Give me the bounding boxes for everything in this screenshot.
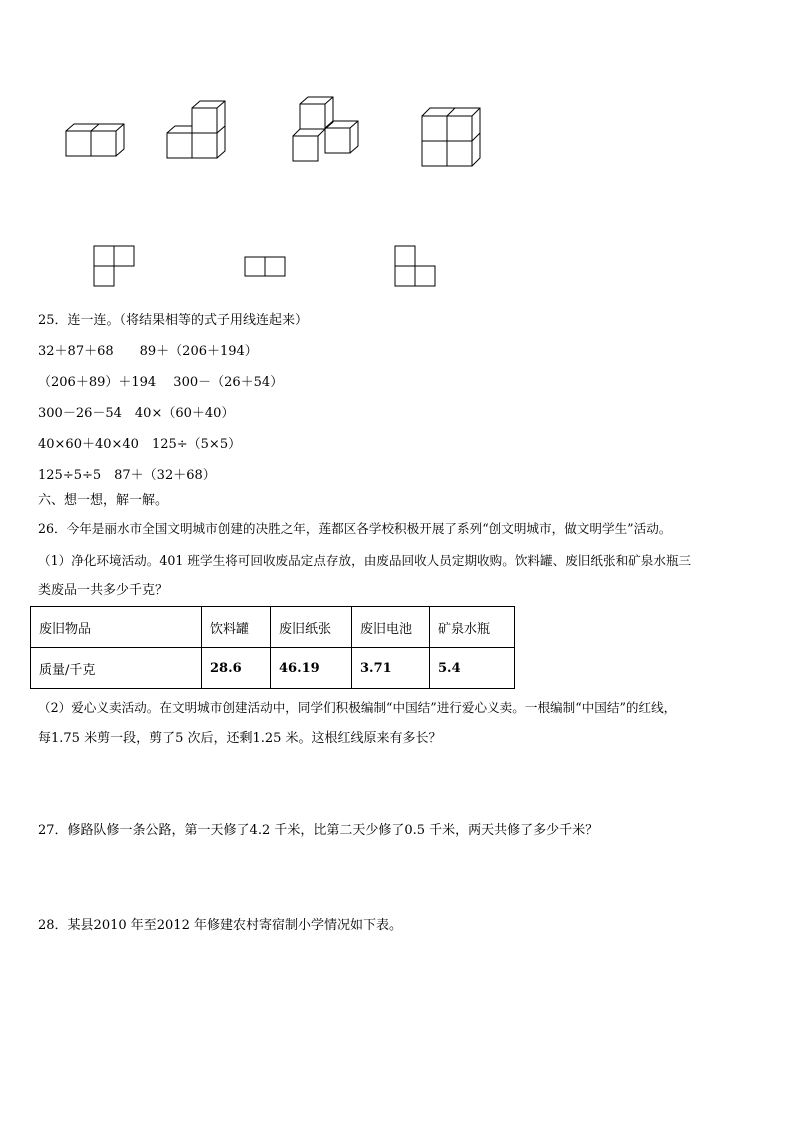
table-header-cell: 矿泉水瓶: [430, 607, 515, 648]
waste-table: [30, 606, 515, 689]
table-header-cell: 废旧纸张: [271, 607, 352, 648]
q27-text: 27．修路队修一条公路，第一天修了4.2 千米，比第二天少修了0.5 千米，两天共修了多少千米？: [38, 823, 599, 838]
table-row: [31, 648, 515, 689]
q26-part2-line2: 每1.75 米剪一段，剪了5 次后，还剩1.25 米。这根红线原来有多长？: [38, 731, 442, 746]
table-cell: 46.19: [271, 648, 352, 689]
q28-text: 28．某县2010 年至2012 年修建农村寄宿制小学情况如下表。: [38, 918, 402, 933]
q25-row-1: 32＋87＋68 89＋（206＋194）: [38, 344, 258, 359]
q25-row-2: （206＋89）＋194 300－（26＋54）: [38, 375, 284, 390]
q26-part2-line1: （2）爱心义卖活动。在文明城市创建活动中，同学们积极编制“中国结”进行爱心义卖。一根编制“中国结”的红线，: [38, 700, 677, 715]
table-header-cell: 废旧电池: [352, 607, 430, 648]
table-row: [31, 607, 515, 648]
section-6-title: 六、想一想，解一解。: [38, 493, 169, 508]
table-cell: 质量/千克: [31, 648, 202, 689]
q25-row-3: 300－26－54 40×（60＋40）: [38, 406, 235, 421]
q26-intro: 26．今年是丽水市全国文明城市创建的决胜之年，莲都区各学校积极开展了系列“创文明城市，做文明学生”活动。: [38, 521, 672, 536]
q25-title: 25．连一连。（将结果相等的式子用线连起来）: [38, 313, 309, 328]
table-header-cell: 废旧物品: [31, 607, 202, 648]
table-cell: 28.6: [202, 648, 271, 689]
q26-part1-line2: 类废品一共多少千克？: [38, 583, 169, 598]
table-cell: 5.4: [430, 648, 515, 689]
q25-row-4: 40×60＋40×40 125÷（5×5）: [38, 437, 242, 452]
view-figures: [0, 0, 794, 300]
view-figure-2: [245, 257, 285, 276]
table-header-cell: 饮料罐: [202, 607, 271, 648]
q26-part1-line1: （1）净化环境活动。401 班学生将可回收废品定点存放，由废品回收人员定期收购。饮料罐、废旧纸张和矿泉水瓶三: [38, 553, 692, 568]
view-figure-3: [395, 246, 435, 286]
q25-row-5: 125÷5÷5 87＋（32＋68）: [38, 468, 216, 483]
view-figure-1: [94, 246, 134, 286]
table-cell: 3.71: [352, 648, 430, 689]
